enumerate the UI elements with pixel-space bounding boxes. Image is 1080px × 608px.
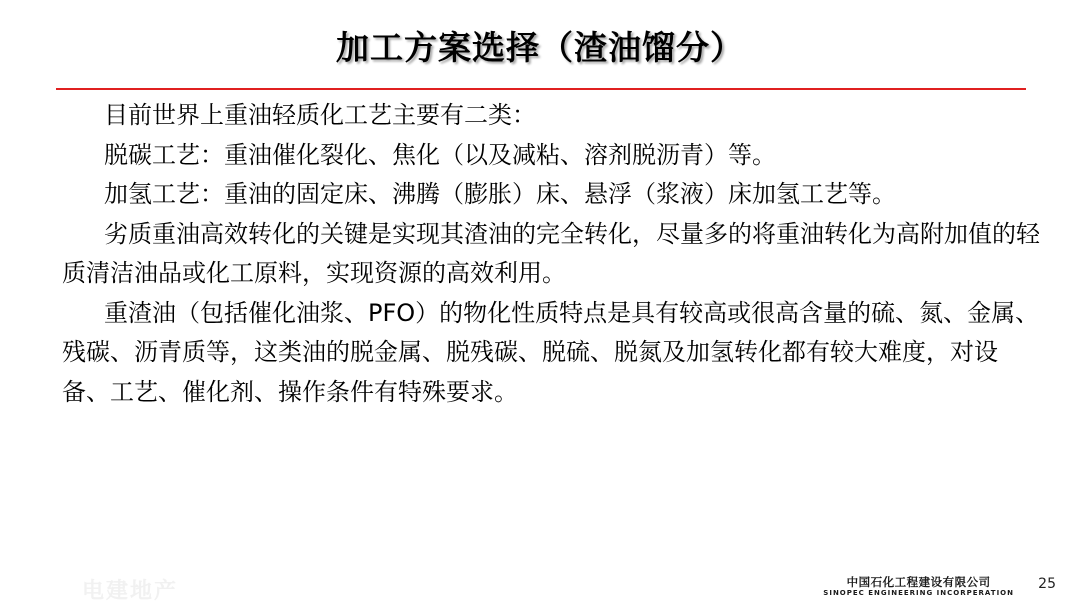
company-logo xyxy=(823,576,1014,598)
company-name-cn: 中国石化工程建设有限公司 xyxy=(846,575,991,589)
watermark: 电建地产 xyxy=(82,579,179,604)
slide-title: 加工方案选择（渣油馏分） xyxy=(336,28,744,67)
paragraph-hydrogenation: 加氢工艺：重油的固定床、沸腾（膨胀）床、悬浮（浆液）床加氢工艺等。 xyxy=(104,180,896,208)
page-number: 25 xyxy=(1038,576,1056,592)
slide-body xyxy=(62,96,1042,412)
paragraph-conversion-key: 劣质重油高效转化的关键是实现其渣油的完全转化，尽量多的将重油转化为高附加值的轻质清洁油品或化工原料，实现资源的高效利用。 xyxy=(62,219,1040,287)
paragraph-decarbonization: 脱碳工艺：重油催化裂化、焦化（以及减粘、溶剂脱沥青）等。 xyxy=(104,140,776,169)
company-name-en: SINOPEC ENGINEERING INCORPERATION xyxy=(823,589,1014,597)
paragraph-intro: 目前世界上重油轻质化工艺主要有二类： xyxy=(104,101,536,129)
paragraph-heavy-residue: 重渣油（包括催化油浆、PFO）的物化性质特点是具有较高或很高含量的硫、氮、金属、残碳、沥青质等，这类油的脱金属、脱残碳、脱硫、脱氮及加氢转化都有较大难度，对设备、工艺、催化剂、操作条件有特殊要求。 xyxy=(62,298,1040,406)
title-divider xyxy=(56,88,1026,90)
